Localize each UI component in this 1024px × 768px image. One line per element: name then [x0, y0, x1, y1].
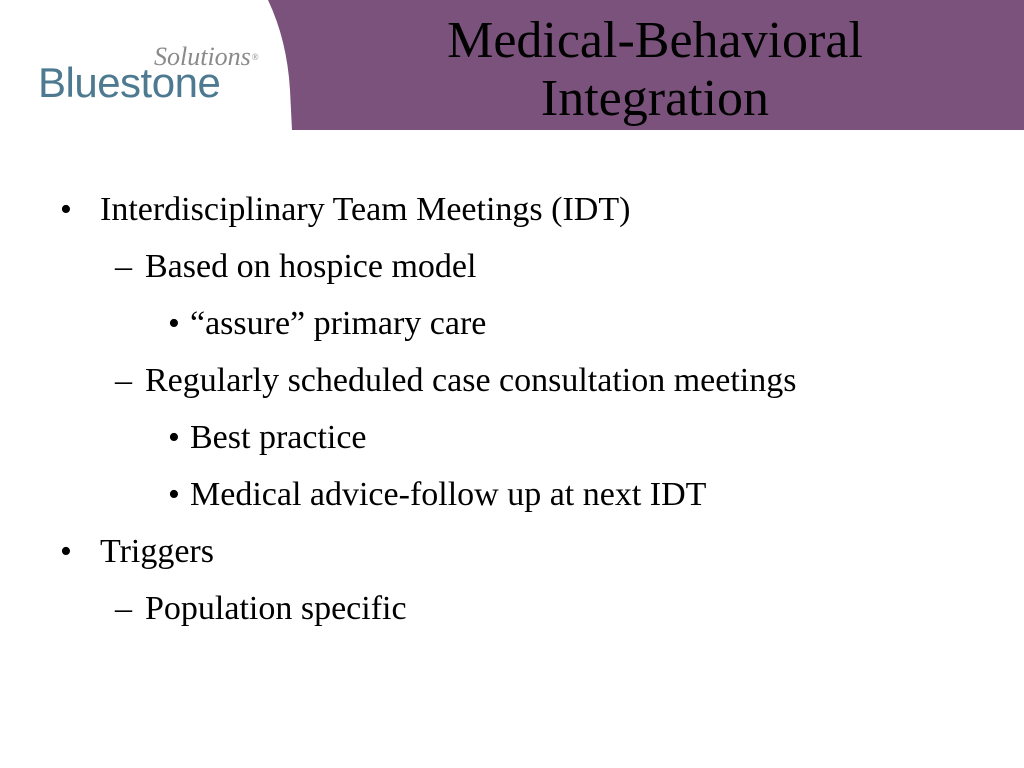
bullet-text: Medical advice-follow up at next IDT	[190, 476, 707, 513]
bullet-item	[115, 247, 477, 287]
bullet-item	[60, 532, 214, 572]
dash-marker: –	[115, 248, 132, 285]
bullet-text: “assure” primary care	[190, 305, 487, 342]
bullet-text: Population specific	[145, 590, 407, 627]
bullet-marker: •	[168, 419, 180, 456]
bullet-item	[115, 589, 407, 629]
logo-trademark: ®	[251, 52, 259, 62]
bullet-item	[60, 190, 631, 230]
bullet-text: Regularly scheduled case consultation meetings	[145, 362, 797, 399]
bullet-marker: •	[60, 533, 72, 570]
bullet-item	[168, 418, 367, 458]
bullet-marker: •	[168, 476, 180, 513]
bullet-text: Best practice	[190, 419, 367, 456]
bullet-text: Interdisciplinary Team Meetings (IDT)	[100, 191, 631, 228]
logo-solutions-text: Solutions®	[154, 42, 259, 71]
bullet-item	[168, 304, 487, 344]
bullet-text: Triggers	[100, 533, 214, 570]
bullet-marker: •	[168, 305, 180, 342]
bullet-item	[115, 361, 797, 401]
title-line: Medical-Behavioral	[447, 12, 863, 69]
bullet-text: Based on hospice model	[145, 248, 477, 285]
bluestone-logo	[38, 42, 278, 112]
logo-brand-text: Bluestone	[38, 59, 221, 106]
slide-title	[300, 12, 1010, 128]
bullet-marker: •	[60, 191, 72, 228]
dash-marker: –	[115, 362, 132, 399]
bullet-item	[168, 475, 707, 515]
title-line: Integration	[540, 70, 770, 127]
dash-marker: –	[115, 590, 132, 627]
